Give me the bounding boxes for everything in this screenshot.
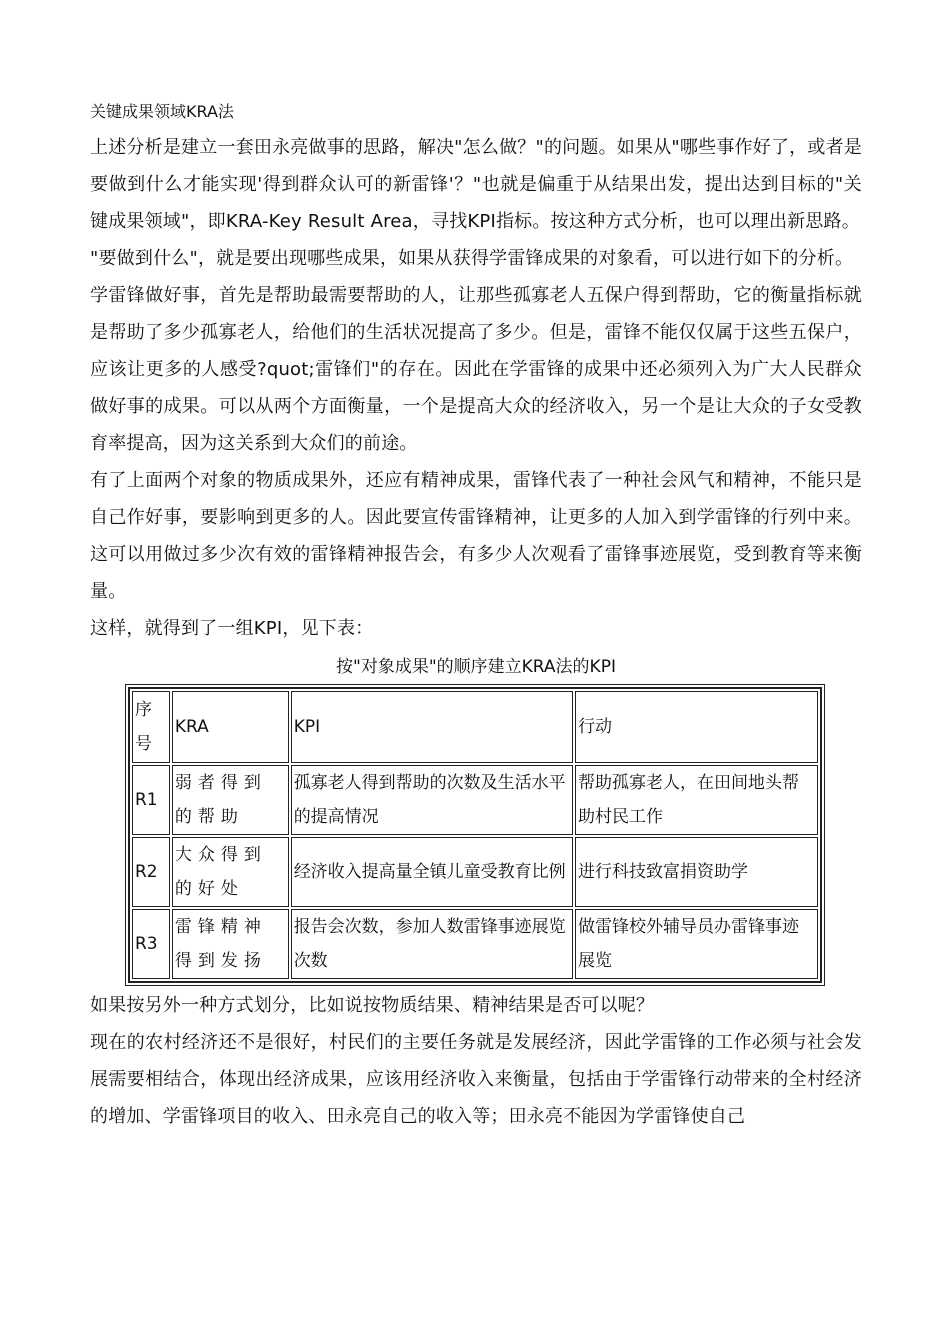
cell-kpi: 报告会次数，参加人数雷锋事迹展览次数: [291, 909, 573, 979]
table-row: [132, 837, 818, 907]
paragraph-2: "要做到什么"，就是要出现哪些成果，如果从获得学雷锋成果的对象看，可以进行如下的分析。: [90, 248, 854, 269]
table-caption: 按"对象成果"的顺序建立KRA法的KPI: [336, 657, 616, 677]
document-page: [90, 95, 862, 1135]
header-cell-number: 序号: [132, 691, 170, 763]
cell-kpi: 孤寡老人得到帮助的次数及生活水平的提高情况: [291, 765, 573, 835]
header-cell-kra: KRA: [172, 691, 289, 763]
paragraph-6: 如果按另外一种方式划分，比如说按物质结果、精神结果是否可以呢？: [90, 995, 655, 1016]
header-cell-kpi: KPI: [291, 691, 573, 763]
cell-number: R2: [132, 837, 170, 907]
paragraph-5: 这样，就得到了一组KPI，见下表：: [90, 618, 374, 639]
cell-action: 进行科技致富捐资助学: [575, 837, 818, 907]
kpi-table: [128, 687, 822, 983]
paragraph-7: 现在的农村经济还不是很好，村民们的主要任务就是发展经济，因此学雷锋的工作必须与社会发展需要相结合，体现出经济成果，应该用经济收入来衡量，包括由于学雷锋行动带来的全村经济的增加、学雷锋项目的收入、田永亮自己的收入等；田永亮不能因为学雷锋使自己: [90, 1032, 862, 1127]
cell-kra: 弱者得到的帮助: [172, 765, 289, 835]
cell-kra: 雷锋精神得到发扬: [172, 909, 289, 979]
cell-action: 做雷锋校外辅导员办雷锋事迹展览: [575, 909, 818, 979]
cell-number: R3: [132, 909, 170, 979]
paragraph-3: 学雷锋做好事，首先是帮助最需要帮助的人，让那些孤寡老人五保户得到帮助，它的衡量指标就是帮助了多少孤寡老人，给他们的生活状况提高了多少。但是，雷锋不能仅仅属于这些五保户，应该让更多的人感受?quot;雷锋们"的存在。因此在学雷锋的成果中还必须列入为广大人民群众做好事的成果。可以从两个方面衡量，一个是提高大众的经济收入，另一个是让大众的子女受教育率提高，因为这关系到大众们的前途。: [90, 285, 862, 454]
section-heading: 关键成果领域KRA法: [90, 102, 234, 121]
table-row: [132, 909, 818, 979]
header-cell-action: 行动: [575, 691, 818, 763]
cell-number: R1: [132, 765, 170, 835]
paragraph-4: 有了上面两个对象的物质成果外，还应有精神成果，雷锋代表了一种社会风气和精神，不能只是自己作好事，要影响到更多的人。因此要宣传雷锋精神，让更多的人加入到学雷锋的行列中来。这可以用做过多少次有效的雷锋精神报告会，有多少人次观看了雷锋事迹展览，受到教育等来衡量。: [90, 470, 862, 602]
paragraph-1: 上述分析是建立一套田永亮做事的思路，解决"怎么做？"的问题。如果从"哪些事作好了，或者是要做到什么才能实现'得到群众认可的新雷锋'？"也就是偏重于从结果出发，提出达到目标的"关键成果领域"，即KRA-Key Result Area，寻找KPI指标。按这种方式分析，也可以理出新思路。: [90, 137, 862, 232]
table-header-row: [132, 691, 818, 763]
cell-kra: 大众得到的好处: [172, 837, 289, 907]
cell-kpi: 经济收入提高量全镇儿童受教育比例: [291, 837, 573, 907]
table-row: [132, 765, 818, 835]
cell-action: 帮助孤寡老人，在田间地头帮助村民工作: [575, 765, 818, 835]
